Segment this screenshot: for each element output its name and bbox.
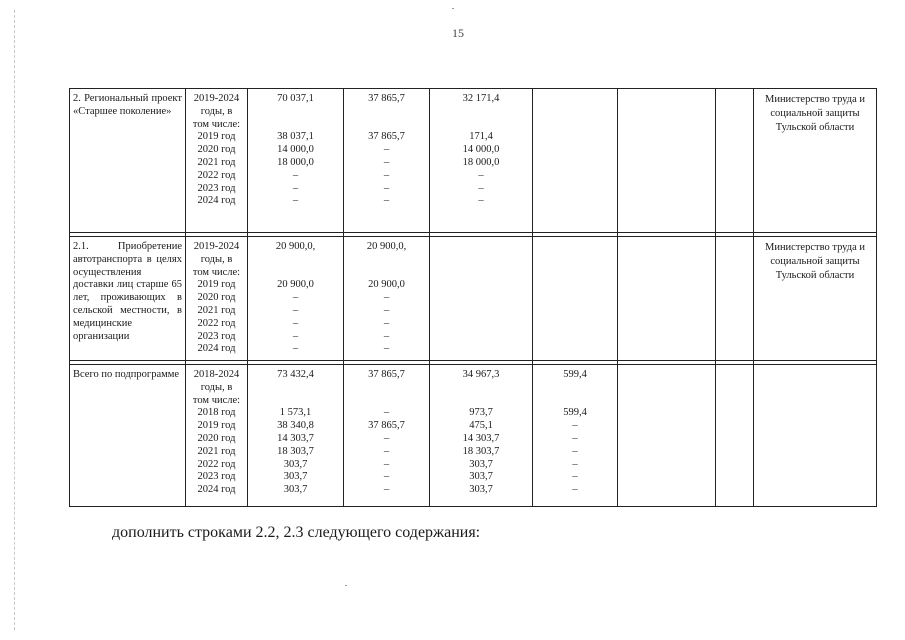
row-name-cell: 2. Региональный проект «Старшее поколение» bbox=[70, 89, 186, 233]
scan-speck bbox=[345, 585, 347, 586]
municipal-cell bbox=[533, 237, 618, 361]
total-cell: 70 037,1 38 037,1 14 000,0 18 000,0 – – – bbox=[248, 89, 344, 233]
responsible-cell: Министерство труда и социальной защиты Тульской области bbox=[754, 237, 877, 361]
responsible-cell: Министерство труда и социальной защиты Тульской области bbox=[754, 89, 877, 233]
other-cell bbox=[618, 89, 716, 233]
period-cell: 2019-2024 годы, в том числе: 2019 год 2020 год 2021 год 2022 год 2023 год 2024 год bbox=[186, 89, 248, 233]
total-cell: 20 900,0, 20 900,0 – – – – – bbox=[248, 237, 344, 361]
budget-table bbox=[69, 88, 877, 507]
table-row bbox=[70, 365, 877, 507]
regional-cell: 32 171,4 171,4 14 000,0 18 000,0 – – – bbox=[430, 89, 533, 233]
responsible-cell bbox=[754, 365, 877, 507]
row-name-cell: Всего по подпрограмме bbox=[70, 365, 186, 507]
municipal-cell: 599,4 599,4 – – – – – – bbox=[533, 365, 618, 507]
federal-cell: 37 865,7 – 37 865,7 – – – – – bbox=[344, 365, 430, 507]
extra-cell bbox=[716, 365, 754, 507]
period-cell: 2019-2024 годы, в том числе: 2019 год 2020 год 2021 год 2022 год 2023 год 2024 год bbox=[186, 237, 248, 361]
municipal-cell bbox=[533, 89, 618, 233]
federal-cell: 20 900,0, 20 900,0 – – – – – bbox=[344, 237, 430, 361]
page-number: 15 bbox=[452, 26, 464, 40]
federal-cell: 37 865,7 37 865,7 – – – – – bbox=[344, 89, 430, 233]
extra-cell bbox=[716, 89, 754, 233]
regional-cell: 34 967,3 973,7 475,1 14 303,7 18 303,7 303,7 303,7 303,7 bbox=[430, 365, 533, 507]
regional-cell bbox=[430, 237, 533, 361]
other-cell bbox=[618, 365, 716, 507]
amendment-text: дополнить строками 2.2, 2.3 следующего содержания: bbox=[112, 524, 481, 541]
binding-margin-line bbox=[14, 10, 15, 630]
table-row bbox=[70, 89, 877, 233]
total-cell: 73 432,4 1 573,1 38 340,8 14 303,7 18 303,7 303,7 303,7 303,7 bbox=[248, 365, 344, 507]
row-name-cell: 2.1. Приобретение автотранспорта в целях осуществления доставки лиц старше 65 лет, проживающих в сельской местности, в медицинские организации bbox=[70, 237, 186, 361]
extra-cell bbox=[716, 237, 754, 361]
table-row bbox=[70, 237, 877, 361]
period-cell: 2018-2024 годы, в том числе: 2018 год 2019 год 2020 год 2021 год 2022 год 2023 год 2024 год bbox=[186, 365, 248, 507]
other-cell bbox=[618, 237, 716, 361]
scan-speck bbox=[452, 8, 454, 9]
